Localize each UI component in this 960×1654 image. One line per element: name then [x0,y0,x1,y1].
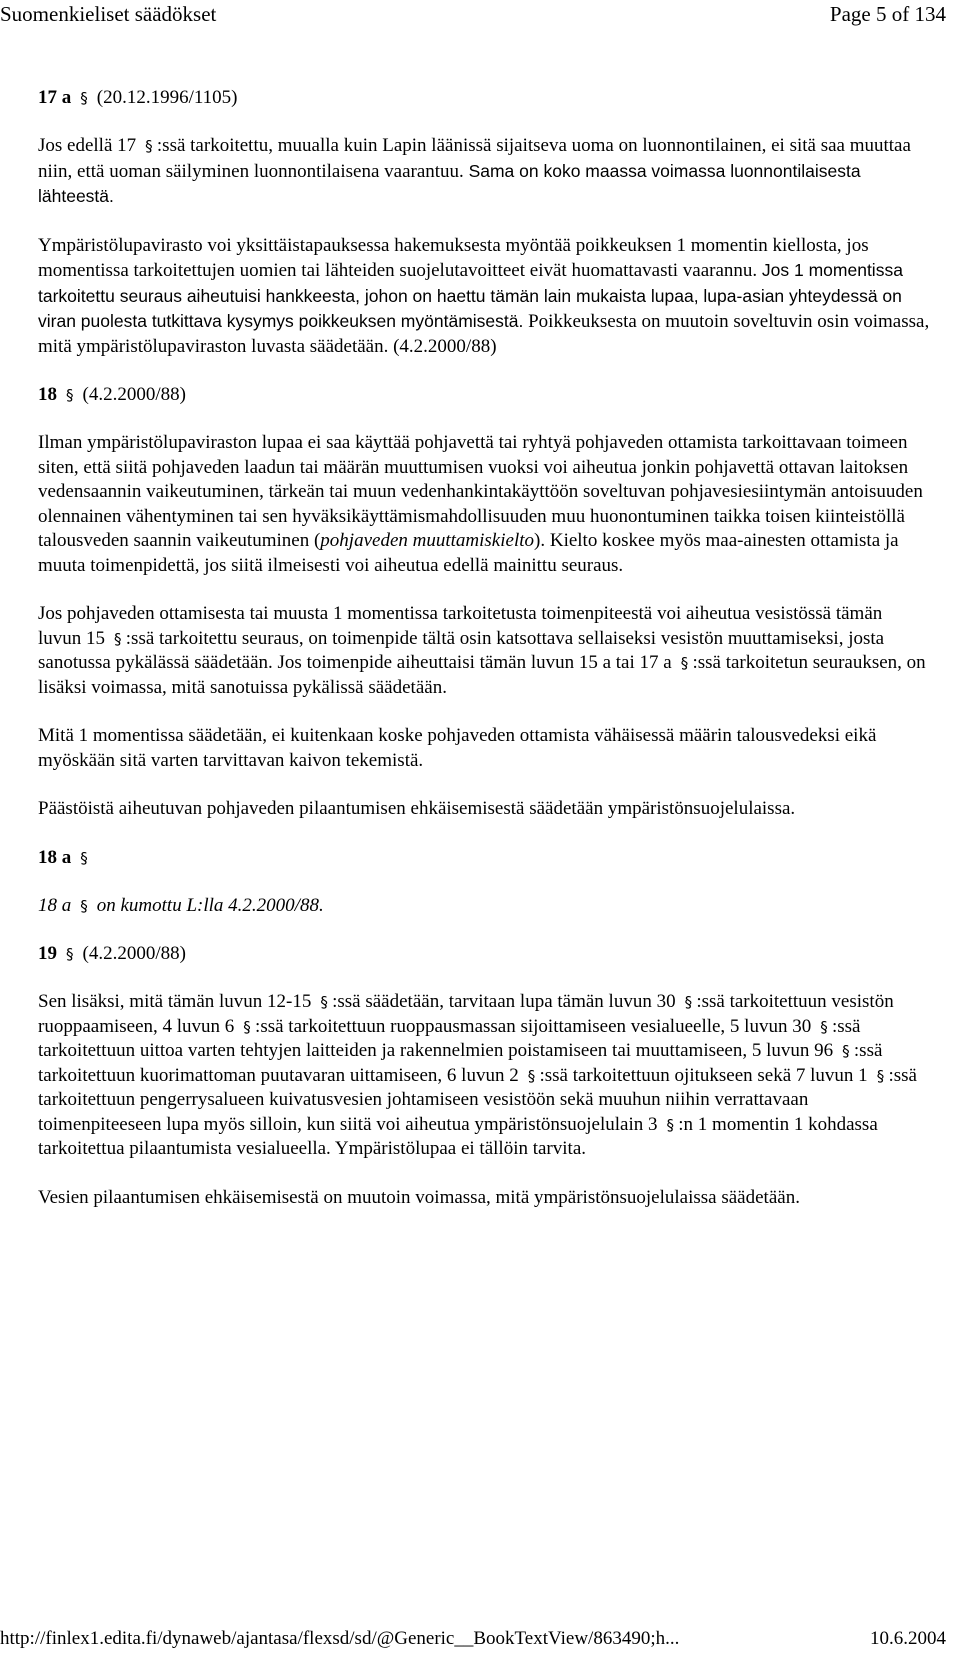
section-heading-19 [38,942,930,966]
paragraph: Sen lisäksi, mitä tämän luvun 12-15 § :ssä säädetään, tarvitaan lupa tämän luvun 30 § :ssä tarkoitettuun vesistön ruoppaamiseen, 4 luvun 6 § :ssä tarkoitettuun ruoppausmassan sijoittamiseen vesialueelle, 5 luvun 30 § :ssä tarkoitettuun uittoa varten tehtyjen laitteiden ja rakennelmien poistamiseen tai muuttamiseen, 5 luvun 96 § :ssä tarkoitettuun kuorimattoman puutavaran uittamiseen, 6 luvun 2 § :ssä tarkoitettuun ojitukseen sekä 7 luvun 1 § :ssä tarkoitettuun pengerrysalueen kuivatusvesien johtamiseen vesistöön sekä muuhun niihin verrattavaan toimenpiteeseen lupa myös silloin, kun siitä voi aiheutua ympäristönsuojelulain 3 § :n 1 momentin 1 kohdassa tarkoitettua pilaantumista vesialueella. Ympäristölupaa ei tällöin tarvita. [38,991,917,1159]
paragraph: Jos pohjaveden ottamisesta tai muusta 1 momentissa tarkoitetusta toimenpiteestä voi aiheutua vesistössä tämän luvun 15 § :ssä tarkoitettu seuraus, on toimenpide tältä osin katsottava sellaiseksi vesistön muuttamiseksi, josta sanotussa pykälässä säädetään. Jos toimenpide aiheuttaisi tämän luvun 15 a tai 17 a § :ssä tarkoitetun seurauksen, on lisäksi voimassa, mitä sanotuissa pykälissä säädetään. [38,603,926,698]
source-url: http://finlex1.edita.fi/dynaweb/ajantasa/flexsd/sd/@Generic__BookTextView/863490;h... [0,1628,680,1649]
section-heading-18a [38,846,930,870]
section-sign-icon: § [80,848,88,867]
section-sign-icon: § [114,629,122,648]
paragraph: Mitä 1 momentissa säädetään, ei kuitenkaan koske pohjaveden ottamista vähäisessä määrin talousvedeksi eikä myöskään sitä varten tarvittavan kaivon tekemistä. [38,725,877,771]
section-sign-icon: § [684,993,693,1011]
paragraph: Jos edellä 17 § :ssä tarkoitettu, muualla kuin Lapin läänissä sijaitseva uoma on luonnontilainen, ei sitä saa muuttaa niin, että uoman säilyminen luonnontilaisena vaarantuu. Sama on koko maassa voimassa luonnontilaisesta lähteestä. [38,135,911,206]
section-sign-icon: § [876,1066,885,1085]
repeal-note: 18 a § on kumottu L:lla 4.2.2000/88. [38,894,930,919]
amendment-reference: (4.2.2000/88) [82,943,186,964]
section-heading-17a [38,86,930,110]
paragraph: Ilman ympäristölupaviraston lupaa ei saa käyttää pohjavettä tai ryhtyä pohjaveden ottamista tarkoittavaan toimeen siten, että siitä pohjaveden laadun tai määrän muuttumisen vuoksi voi aiheutua jonkin pohjavettä ottavan laitoksen vedensaannin vaikeutuminen, tärkeän tai muun vedenhankintakäyttöön soveltuvan pohjavesiesiintymän antoisuuden olennainen vähentyminen tai sen hyväksikäyttämismahdollisuuden muu huonontuminen taikka toisen kiinteistöllä talousveden saannin vaikeutuminen (pohjaveden muuttamiskielto). Kielto koskee myös maa-ainesten ottamista ja muuta toimenpidettä, jos siitä ilmeisesti voi aiheutua edellä mainittu seuraus. [38,432,923,576]
print-date: 10.6.2004 [870,1628,946,1649]
section-sign-icon: § [243,1017,251,1036]
italic-term: pohjaveden muuttamiskielto [320,530,535,551]
section-sign-icon: § [527,1066,536,1085]
amendment-reference: (4.2.2000/88) [82,384,186,405]
section-number: 18 a [38,846,72,868]
document-body [38,86,930,1234]
document-title: Suomenkieliset säädökset [0,2,217,26]
section-number: 19 [38,943,57,964]
paragraph: Ympäristölupavirasto voi yksittäistapauksessa hakemuksesta myöntää poikkeuksen 1 momentin kiellosta, jos momentissa tarkoitettujen uomien tai lähteiden suojelutavoitteet eivät huomattavasti vaarannu. Jos 1 momentissa tarkoitettu seuraus aiheutuisi hankkeesta, johon on haettu tämän lain mukaista lupaa, lupa-asian yhteydessä on viran puolesta tutkittava kysymys poikkeuksen myöntämisestä. Poikkeuksesta on muutoin soveltuvin osin voimassa, mitä ympäristölupaviraston luvasta säädetään. (4.2.2000/88) [38,234,930,357]
section-sign-icon: § [66,386,74,404]
section-sign-icon: § [842,1042,850,1060]
section-sign-icon: § [666,1115,675,1134]
page-number: Page 5 of 134 [829,2,946,26]
section-number: 17 a [38,87,72,108]
section-number: 18 [38,384,57,405]
paragraph: Vesien pilaantumisen ehkäisemisestä on muutoin voimassa, mitä ympäristönsuojelulaissa säädetään. [38,1186,800,1208]
section-sign-icon: § [66,945,74,963]
section-sign-icon: § [80,89,88,107]
section-sign-icon: § [145,137,153,155]
amendment-reference: (20.12.1996/1105) [96,87,238,108]
section-sign-icon: § [680,654,689,672]
section-sign-icon: § [80,896,88,915]
section-sign-icon: § [320,993,328,1011]
paragraph: Päästöistä aiheutuvan pohjaveden pilaantumisen ehkäisemisestä säädetään ympäristönsuojelulaissa. [38,798,796,819]
page-header [0,0,960,32]
section-heading-18 [38,383,930,407]
section-sign-icon: § [820,1017,828,1036]
